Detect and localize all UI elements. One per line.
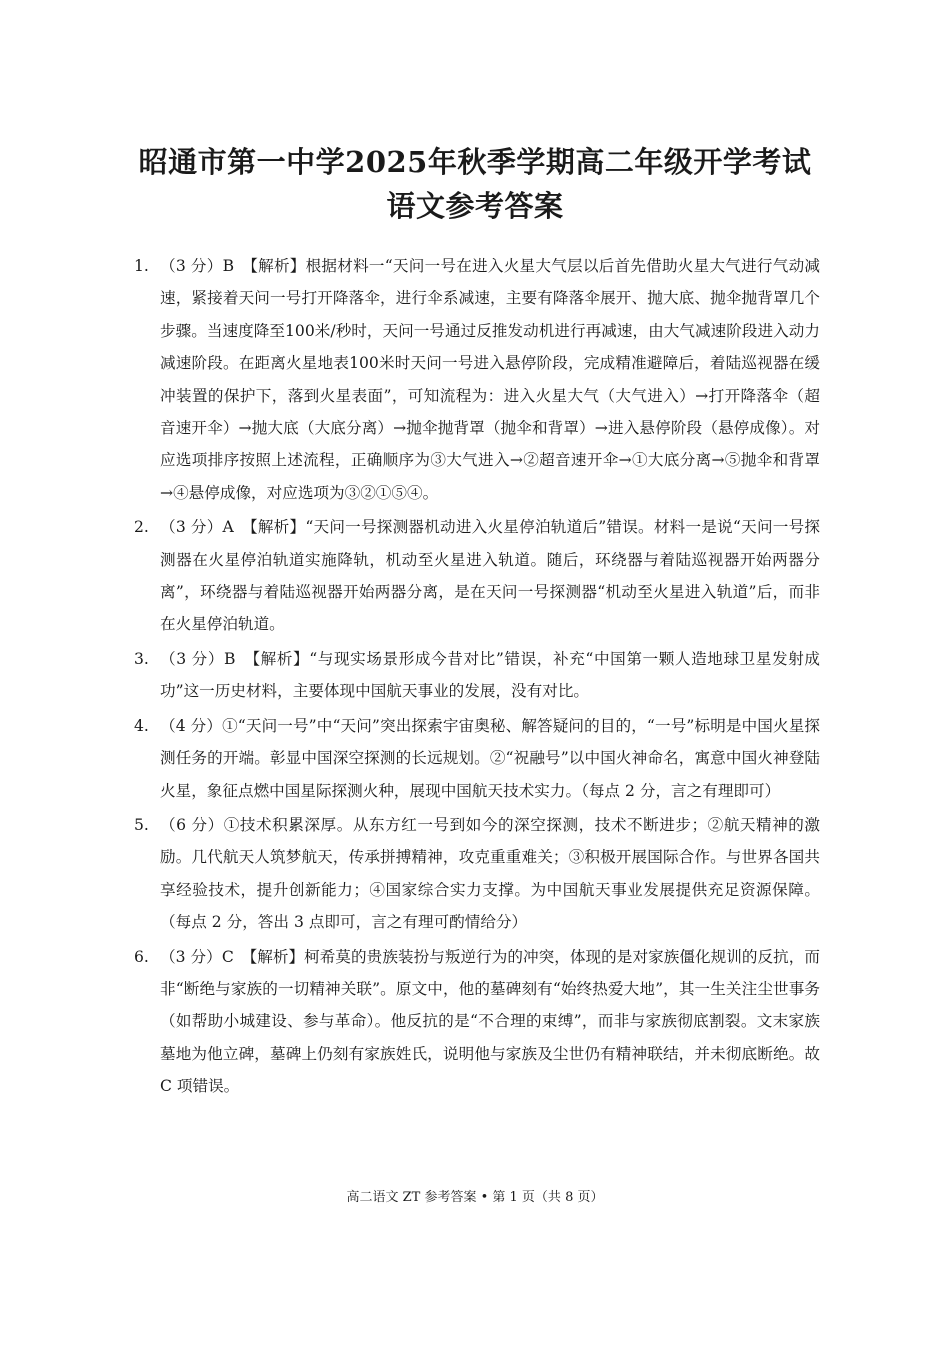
page-title: 昭通市第一中学2025年秋季学期高二年级开学考试 [138,145,812,179]
answer-text: （3 分）A 【解析】“天问一号探测器机动进入火星停泊轨道后”错误。材料一是说“天问一号探测器在火星停泊轨道实施降轨，机动至火星进入轨道。随后，环绕器与着陆巡视器开始两器分离”，环绕器与着陆巡视器开始两器分离，是在天问一号探测器“机动至火星进入轨道”后，而非在火星停泊轨道。 [160,518,820,634]
answer-item-6 [134,941,820,1103]
answer-number: 5. [134,815,149,834]
answer-text: （6 分）①技术积累深厚。从东方红一号到如今的深空探测，技术不断进步；②航天精神的激励。几代航天人筑梦航天，传承拼搏精神，攻克重重难关；③积极开展国际合作。与世界各国共享经验技术，提升创新能力；④国家综合实力支撑。为中国航天事业发展提供充足资源保障。（每点 2 分，答出 3 点即可，言之有理可酌情给分） [160,815,820,932]
answer-number: 4. [134,716,149,735]
answer-text: （3 分）C 【解析】柯希莫的贵族装扮与叛逆行为的冲突，体现的是对家族僵化规训的反抗，而非“断绝与家族的一切精神关联”。原文中，他的墓碑刻有“始终热爱大地”，其一生关注尘世事务（如帮助小城建设、参与革命）。他反抗的是“不合理的束缚”，而非与家族彻底割裂。文末家族墓地为他立碑，墓碑上仍刻有家族姓氏，说明他与家族及尘世仍有精神联结，并未彻底断绝。故 C 项错误。 [160,947,820,1096]
answer-text: （3 分）B 【解析】“与现实场景形成今昔对比”错误，补充“中国第一颗人造地球卫星发射成功”这一历史材料，主要体现中国航天事业的发展，没有对比。 [160,649,820,701]
page-subtitle: 语文参考答案 [386,189,564,223]
answer-item-4 [134,710,820,807]
answer-item-2 [134,511,820,641]
answer-number: 3. [134,649,149,668]
answer-number: 6. [134,947,149,966]
answer-list [134,250,820,1105]
answer-text: （3 分）B 【解析】根据材料一“天问一号在进入火星大气层以后首先借助火星大气进行气动减速，紧接着天问一号打开降落伞，进行伞系减速，主要有降落伞展开、抛大底、抛伞抛背罩几个步骤。当速度降至100米/秒时，天问一号通过反推发动机进行再减速，由大气减速阶段进入动力减速阶段。在距离火星地表100米时天问一号进入悬停阶段，完成精准避障后，着陆巡视器在缓冲装置的保护下，落到火星表面”，可知流程为：进入火星大气（大气进入）→打开降落伞（超音速开伞）→抛大底（大底分离）→抛伞抛背罩（抛伞和背罩）→进入悬停阶段（悬停成像）。对应选项排序按照上述流程，正确顺序为③大气进入→②超音速开伞→①大底分离→⑤抛伞和背罩→④悬停成像，对应选项为③②①⑤④。 [160,257,820,502]
answer-text: （4 分）①“天问一号”中“天问”突出探索宇宙奥秘、解答疑问的目的，“一号”标明是中国火星探测任务的开端。彰显中国深空探测的长远规划。②“祝融号”以中国火神命名，寓意中国火神登陆火星，象征点燃中国星际探测火种，展现中国航天技术实力。（每点 2 分，言之有理即可） [160,716,820,800]
page-footer: 高二语文 ZT 参考答案 • 第 1 页（共 8 页） [346,1190,604,1205]
answer-item-5 [134,809,820,939]
answer-number: 2. [134,518,149,537]
answer-item-1 [134,250,820,509]
answer-item-3 [134,643,820,708]
answer-number: 1. [134,257,149,275]
